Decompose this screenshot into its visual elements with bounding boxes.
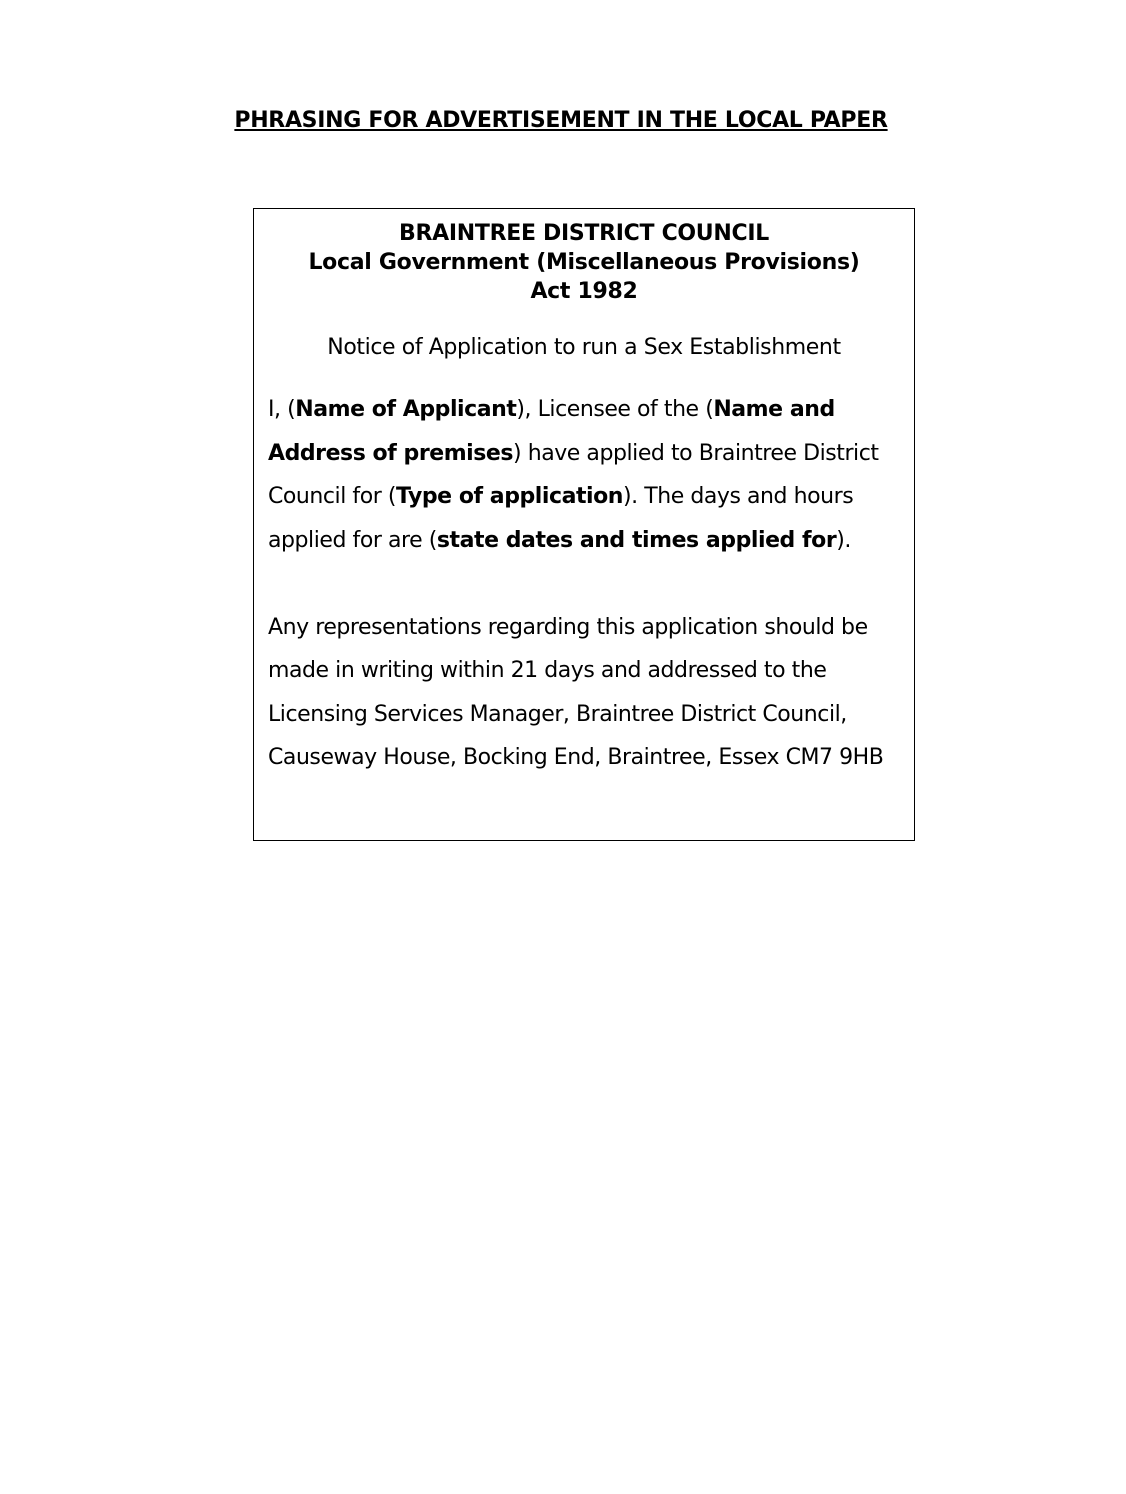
act-title-line-1: Local Government (Miscellaneous Provisions) [308,250,860,275]
notice-header [254,219,914,306]
notice-subtitle: Notice of Application to run a Sex Establishment [327,335,841,360]
paragraph-text: I, ( [268,397,296,422]
application-paragraph [268,388,908,562]
paragraph-text: ). [836,527,851,553]
notice-body [268,388,908,780]
paragraph-text: ). The days and hours applied for are ( [268,484,854,553]
placeholder-type-of-application: Type of application [396,484,624,509]
act-title-line-2: Act 1982 [530,279,638,304]
page-heading: PHRASING FOR ADVERTISEMENT IN THE LOCAL PAPER [234,108,888,133]
paragraph-text: ) have applied to Braintree District Council for ( [268,440,879,509]
paragraph-text: ), Licensee of the ( [516,397,714,422]
placeholder-name-of-applicant: Name of Applicant [295,397,517,422]
representations-paragraph: Any representations regarding this application should be made in writing within 21 days and addressed to the Licensing Services Manager, Braintree District Council, Causeway House, Bocking End, Braintree, Essex CM7 9HB [268,614,884,770]
notice-box [253,208,915,841]
council-name: BRAINTREE DISTRICT COUNCIL [399,221,769,246]
placeholder-dates-and-times: state dates and times applied for [436,527,837,553]
placeholder-name-and-address: Name and Address of premises [268,397,835,466]
